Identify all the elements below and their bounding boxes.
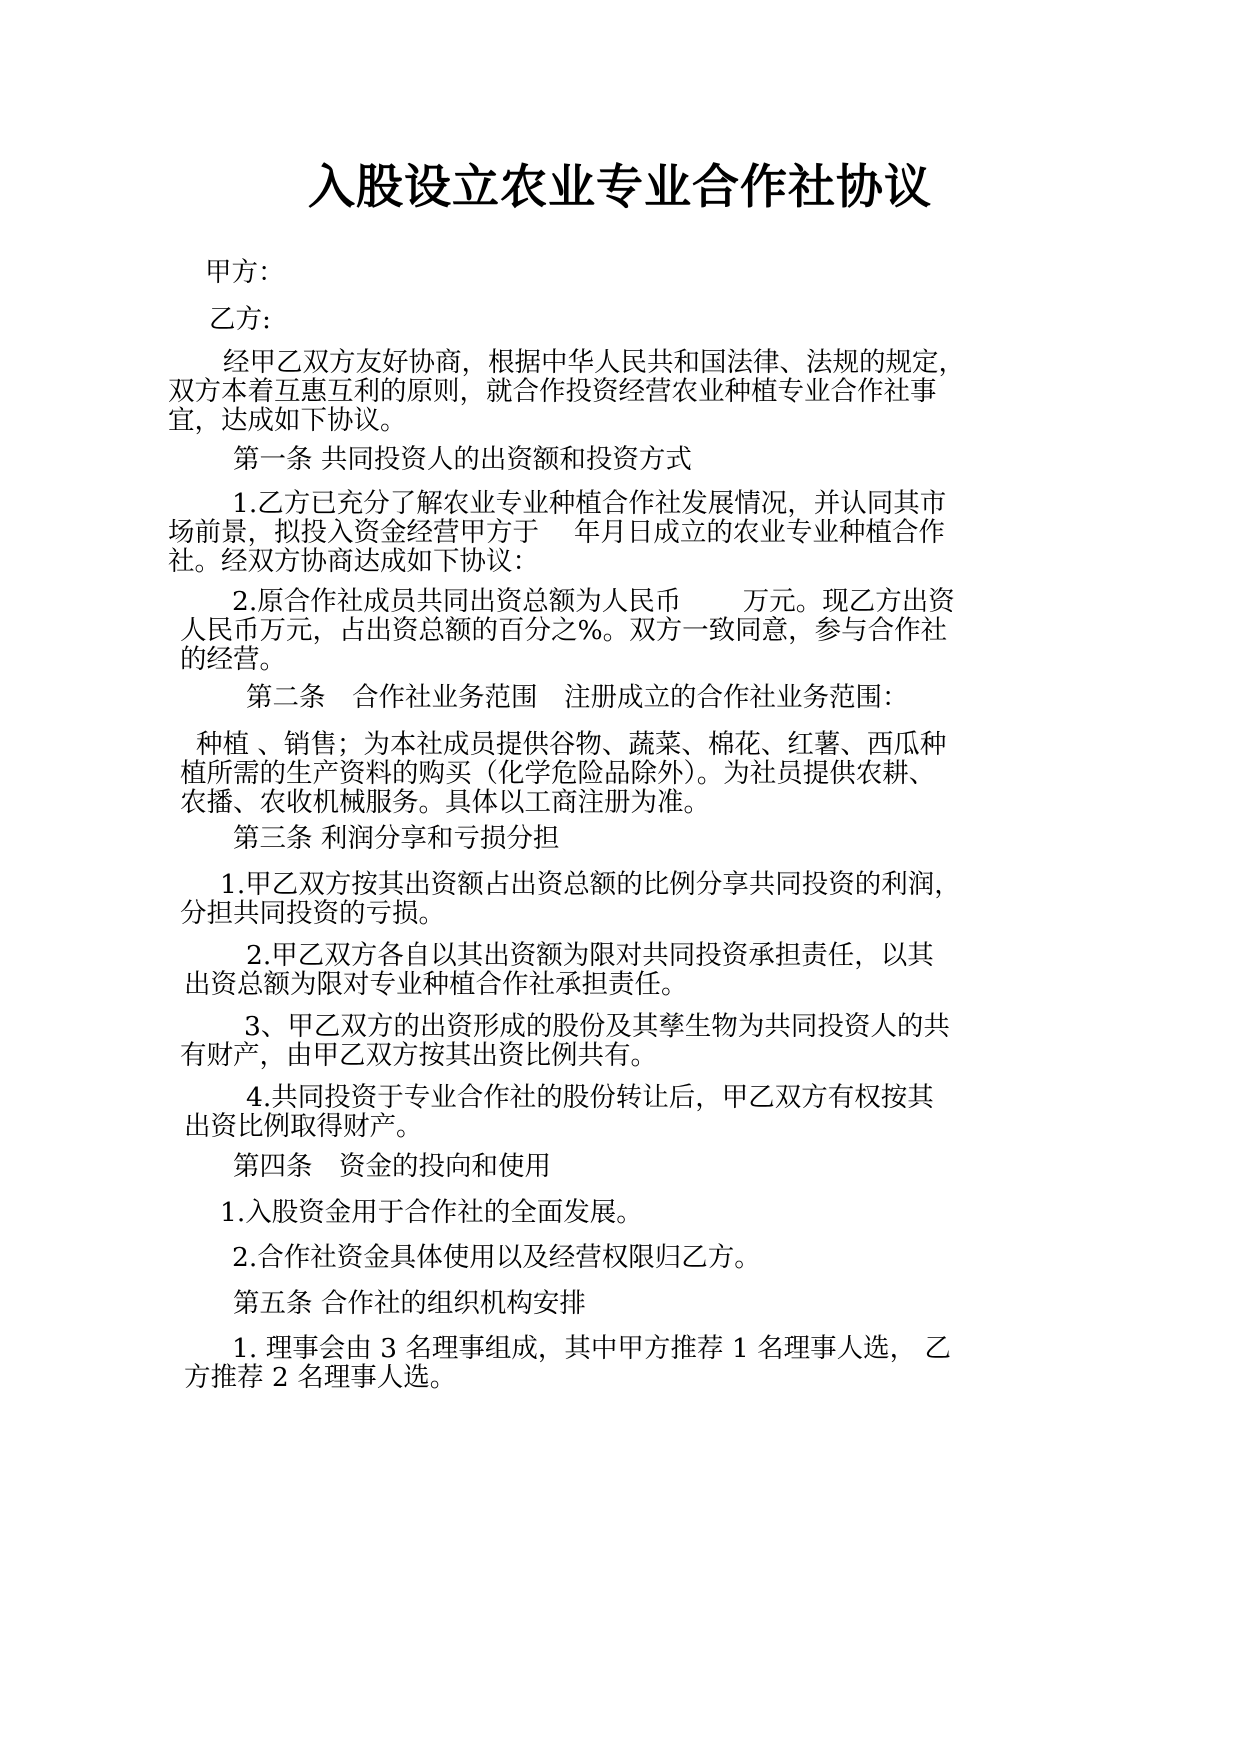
article-3-item-2 — [184, 941, 934, 999]
article-1-heading: 第一条 共同投资人的出资额和投资方式 — [233, 444, 692, 475]
clause-line: 出资比例取得财产。 — [184, 1111, 423, 1142]
clause-line: 种植 、销售；为本社成员提供谷物、蔬菜、棉花、红薯、西瓜种 — [196, 729, 947, 760]
article-1-item-1 — [168, 489, 946, 576]
clause-line: 出资总额为限对专业种植合作社承担责任。 — [184, 969, 688, 1000]
clause-line: 1. 理事会由 3 名理事组成，其中甲方推荐 1 名理事人选， 乙 — [232, 1333, 952, 1364]
article-3-item-3 — [180, 1012, 950, 1070]
article-1-item-2 — [180, 587, 955, 674]
clause-line: 有财产，由甲乙双方按其出资比例共有。 — [180, 1040, 657, 1071]
clause-line: 2.甲乙双方各自以其出资额为限对共同投资承担责任，以其 — [246, 940, 934, 971]
clause-line: 2.原合作社成员共同出资总额为人民币 万元。现乙方出资 — [232, 586, 955, 617]
intro-paragraph — [168, 348, 965, 435]
clause-line: 3、甲乙双方的出资形成的股份及其孳生物为共同投资人的共 — [244, 1011, 950, 1042]
clause-line: 分担共同投资的亏损。 — [180, 898, 445, 929]
article-5-heading: 第五条 合作社的组织机构安排 — [233, 1288, 586, 1319]
clause-line: 4.共同投资于专业合作社的股份转让后，甲乙双方有权按其 — [246, 1082, 934, 1113]
intro-line: 经甲乙双方友好协商，根据中华人民共和国法律、法规的规定， — [223, 347, 965, 378]
article-2-body — [180, 730, 946, 817]
intro-line: 双方本着互惠互利的原则，就合作投资经营农业种植专业合作社事 — [168, 376, 937, 407]
intro-line: 宜，达成如下协议。 — [168, 405, 407, 436]
clause-line: 农播、农收机械服务。具体以工商注册为准。 — [180, 787, 710, 818]
article-3-item-4 — [184, 1083, 934, 1141]
article-4-item-1: 1.入股资金用于合作社的全面发展。 — [220, 1197, 643, 1228]
clause-line: 社。经双方协商达成如下协议： — [168, 546, 539, 577]
article-2-heading: 第二条 合作社业务范围 注册成立的合作社业务范围： — [246, 682, 909, 713]
clause-line: 人民币万元，占出资总额的百分之%。双方一致同意，参与合作社 — [180, 615, 948, 646]
party-a-line: 甲方： — [205, 257, 285, 288]
clause-line: 1.乙方已充分了解农业专业种植合作社发展情况，并认同其市 — [232, 488, 947, 519]
article-3-item-1 — [180, 870, 961, 928]
party-b-line: 乙方: — [209, 304, 271, 335]
clause-line: 1.甲乙双方按其出资额占出资总额的比例分享共同投资的利润， — [220, 869, 961, 900]
article-4-heading: 第四条 资金的投向和使用 — [233, 1151, 551, 1182]
clause-line: 场前景，拟投入资金经营甲方于 年月日成立的农业专业种植合作 — [168, 517, 945, 548]
clause-line: 方推荐 2 名理事人选。 — [184, 1362, 457, 1393]
article-4-item-2: 2.合作社资金具体使用以及经营权限归乙方。 — [232, 1242, 761, 1273]
article-3-heading: 第三条 利润分享和亏损分担 — [233, 823, 560, 854]
clause-line: 植所需的生产资料的购买（化学危险品除外）。为社员提供农耕、 — [180, 758, 936, 789]
clause-line: 的经营。 — [180, 644, 286, 675]
article-5-item-1 — [184, 1334, 951, 1392]
document-title: 入股设立农业专业合作社协议 — [308, 160, 932, 215]
